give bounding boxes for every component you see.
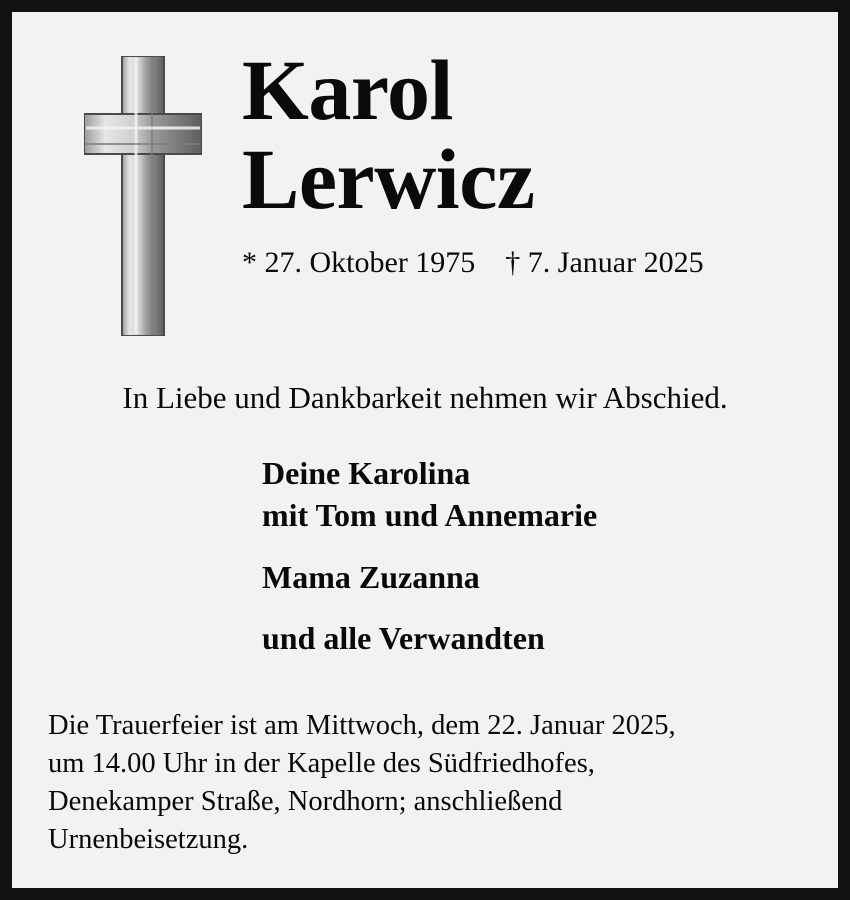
ceremony-line: um 14.00 Uhr in der Kapelle des Südfriedhofes, [48,748,595,780]
christian-cross-icon [84,56,202,336]
deceased-first-name: Karol [242,42,453,138]
ceremony-line: Denekamper Straße, Nordhorn; anschließend [48,786,563,818]
obituary-content [12,12,838,888]
family-line: Deine Karolina [262,455,471,491]
family-signature [48,456,802,663]
ceremony-line: Urnenbeisetzung. [48,823,249,855]
family-line: Mama Zuzanna [262,558,480,595]
birth-death-dates: * 27. Oktober 1975 † 7. Januar 2025 [242,246,704,280]
ceremony-line: Die Trauerfeier ist am Mittwoch, dem 22. Januar 2025, [48,710,676,742]
deceased-last-name: Lerwicz [242,130,535,227]
cross-icon-container [48,46,238,336]
ceremony-details [48,707,802,859]
obituary-header [48,42,802,336]
bottom-spacer [48,859,802,864]
family-line: mit Tom und Annemarie [262,496,598,533]
deceased-name-block [238,42,802,281]
family-line: und alle Verwandten [262,620,545,657]
lead-text: In Liebe und Dankbarkeit nehmen wir Abschied. [122,380,728,415]
